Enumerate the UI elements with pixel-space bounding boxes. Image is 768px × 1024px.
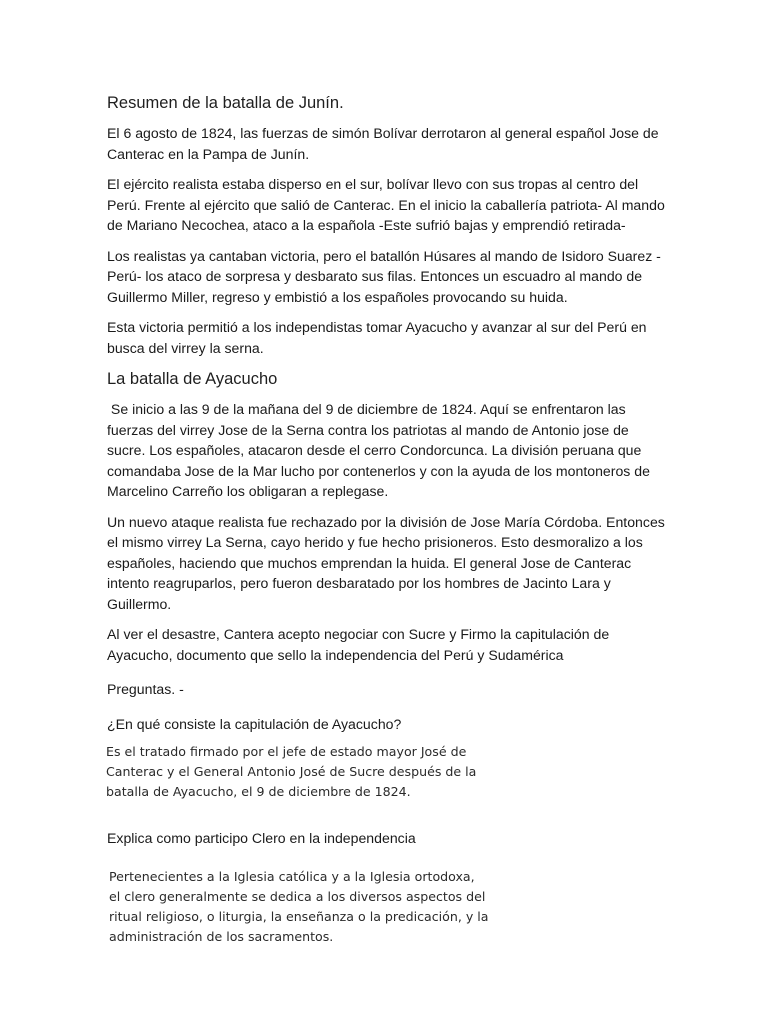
answer-2: Pertenecientes a la Iglesia católica y a la Iglesia ortodoxa, el clero generalmente se dedica a los diversos aspectos del ritual religioso, o liturgia, la enseñanza o la predicación, y la administración de los sacramentos.	[109, 868, 489, 944]
junin-paragraph-4: Esta victoria permitió a los independistas tomar Ayacucho y avanzar al sur del Perú en busca del virrey la serna.	[107, 319, 647, 356]
questions-heading: Preguntas. -	[107, 681, 184, 697]
junin-paragraph-2: El ejército realista estaba disperso en el sur, bolívar llevo con sus tropas al centro del Perú. Frente al ejército que salió de Canterac. En el inicio la caballería patriota- Al mando de Mariano Necochea, ataco a la española -Este sufrió bajas y emprendió retirada-	[107, 176, 665, 233]
ayacucho-paragraph-2: Un nuevo ataque realista fue rechazado por la división de Jose María Córdoba. Entonces el mismo virrey La Serna, cayo herido y fue hecho prisioneros. Esto desmoralizo a los españoles, haciendo que muchos emprendan la huida. El general Jose de Canterac intento reagruparlos, pero fueron desbaratado por los hombres de Jacinto Lara y Guillermo.	[107, 513, 665, 612]
ayacucho-paragraph-3: Al ver el desastre, Cantera acepto negociar con Sucre y Firmo la capitulación de Ayacucho, documento que sello la independencia del Perú y Sudamérica	[107, 626, 610, 663]
junin-paragraph-1: El 6 agosto de 1824, las fuerzas de simón Bolívar derrotaron al general español Jose de Canterac en la Pampa de Junín.	[107, 125, 659, 162]
document-body	[107, 92, 667, 947]
question-2: Explica como participo Clero en la independencia	[107, 830, 416, 846]
ayacucho-paragraph-1: Se inicio a las 9 de la mañana del 9 de diciembre de 1824. Aquí se enfrentaron las fuerzas del virrey Jose de la Serna contra los patriotas al mando de Antonio jose de sucre. Los españoles, atacaron desde el cerro Condorcunca. La división peruana que comandaba Jose de la Mar lucho por contenerlos y con la ayuda de los montoneros de Marcelino Carreño los obligaran a replegase.	[107, 401, 654, 499]
junin-heading: Resumen de la batalla de Junín.	[107, 94, 344, 112]
question-1: ¿En qué consiste la capitulación de Ayacucho?	[107, 715, 402, 732]
ayacucho-heading: La batalla de Ayacucho	[107, 370, 278, 388]
junin-paragraph-3: Los realistas ya cantaban victoria, pero el batallón Húsares al mando de Isidoro Suarez -Perú- los ataco de sorpresa y desbarato sus filas. Entonces un escuadro al mando de Guillermo Miller, regreso y embistió a los españoles provocando su huida.	[107, 247, 661, 305]
answer-1: Es el tratado firmado por el jefe de estado mayor José de Canterac y el General Antonio José de Sucre después de la batalla de Ayacucho, el 9 de diciembre de 1824.	[106, 744, 477, 799]
